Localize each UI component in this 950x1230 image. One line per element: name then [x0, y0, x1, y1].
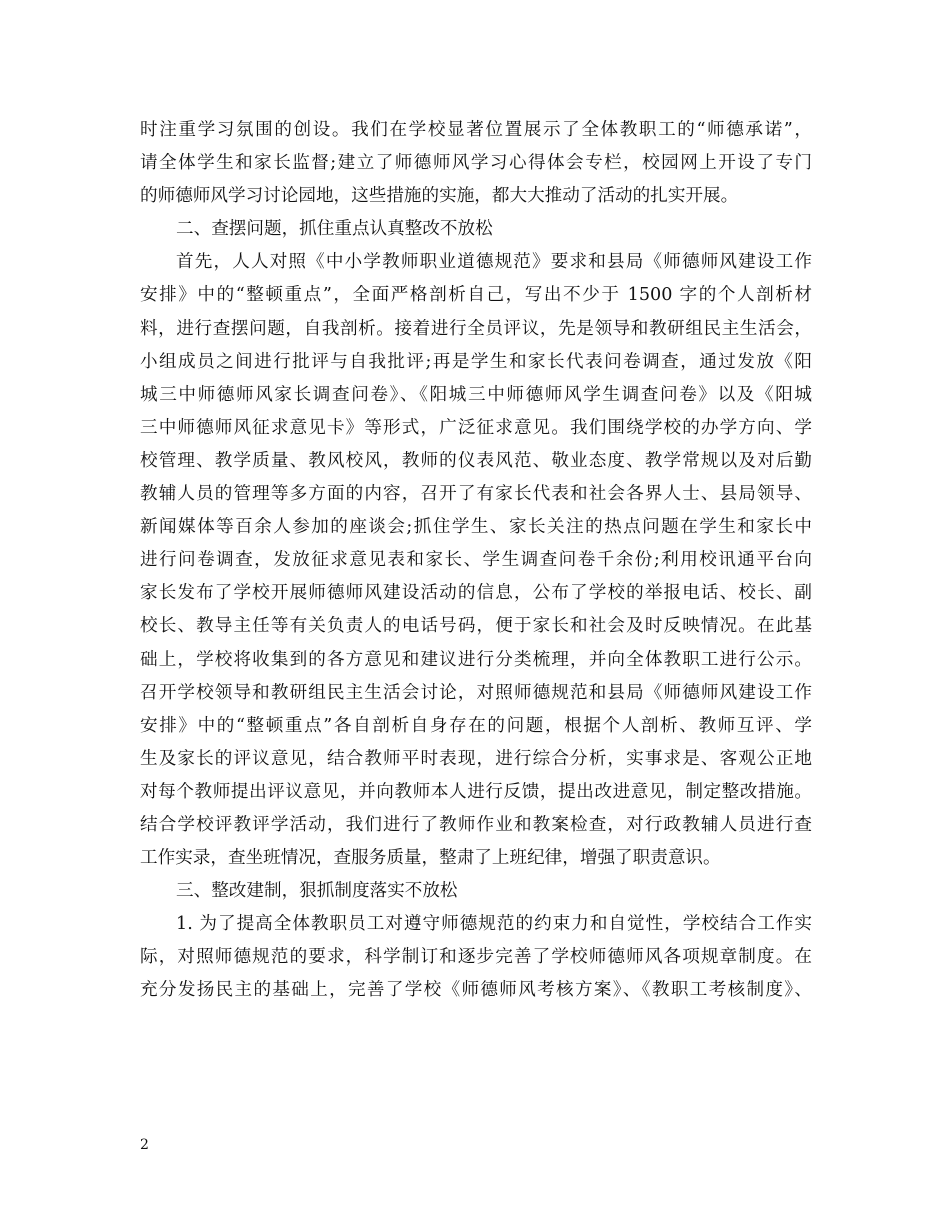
- text-line: 工作实录，查坐班情况，查服务质量，整肃了上班纪律，增强了职责意识。: [140, 848, 721, 869]
- text-line: 城三中师德师风家长调查问卷》、《阳城三中师德师风学生调查问卷》以及《阳城: [140, 384, 812, 405]
- text-line: 的师德师风学习讨论园地，这些措施的实施，都大大推动了活动的扎实开展。: [140, 186, 739, 207]
- text-line: 安排》中的“整顿重点”各自剖析自身存在的问题，根据个人剖析、教师互评、学: [140, 715, 812, 736]
- text-line: 础上，学校将收集到的各方意见和建议进行分类梳理，并向全体教职工进行公示。: [140, 649, 812, 670]
- document-body: [140, 114, 812, 1008]
- text-line: 际，对照师德规范的要求，科学制订和逐步完善了学校师德师风各项规章制度。在: [140, 947, 812, 968]
- text-line: 校长、教导主任等有关负责人的电话号码，便于家长和社会及时反映情况。在此基: [140, 616, 812, 637]
- text-line: 结合学校评教评学活动，我们进行了教师作业和教案检查，对行政教辅人员进行查: [140, 814, 812, 835]
- text-line: 首先，人人对照《中小学教师职业道德规范》要求和县局《师德师风建设工作: [176, 252, 812, 273]
- text-line: 料，进行查摆问题，自我剖析。接着进行全员评议，先是领导和教研组民主生活会，: [140, 318, 812, 339]
- text-line: 1. 为了提高全体教职员工对遵守师德规范的约束力和自觉性，学校结合工作实: [176, 914, 812, 935]
- text-line: 召开学校领导和教研组民主生活会讨论，对照师德规范和县局《师德师风建设工作: [140, 682, 812, 703]
- text-line: 二、查摆问题，抓住重点认真整改不放松: [176, 219, 493, 240]
- text-line: 请全体学生和家长监督;建立了师德师风学习心得体会专栏，校园网上开设了专门: [140, 153, 812, 174]
- text-line: 时注重学习氛围的创设。我们在学校显著位置展示了全体教职工的“师德承诺”，: [140, 120, 812, 140]
- text-line: 安排》中的“整顿重点”，全面严格剖析自己，写出不少于 1500 字的个人剖析材: [140, 285, 812, 306]
- text-line: 家长发布了学校开展师德师风建设活动的信息，公布了学校的举报电话、校长、副: [140, 583, 812, 604]
- text-line: 新闻媒体等百余人参加的座谈会;抓住学生、家长关注的热点问题在学生和家长中: [140, 517, 812, 538]
- text-line: 生及家长的评议意见，结合教师平时表现，进行综合分析，实事求是、客观公正地: [140, 748, 812, 769]
- text-line: 教辅人员的管理等多方面的内容，召开了有家长代表和社会各界人士、县局领导、: [140, 484, 812, 505]
- text-line: 小组成员之间进行批评与自我批评;再是学生和家长代表问卷调查，通过发放《阳: [140, 351, 812, 372]
- text-line: 充分发扬民主的基础上，完善了学校《师德师风考核方案》、《教职工考核制度》、: [140, 980, 812, 1001]
- text-line: 对每个教师提出评议意见，并向教师本人进行反馈，提出改进意见，制定整改措施。: [140, 781, 812, 802]
- text-line: 三、整改建制，狠抓制度落实不放松: [176, 881, 458, 902]
- text-line: 校管理、教学质量、教风校风，教师的仪表风范、敬业态度、教学常规以及对后勤: [140, 450, 812, 471]
- text-line: 进行问卷调查，发放征求意见表和家长、学生调查问卷千余份;利用校讯通平台向: [140, 550, 812, 571]
- text-line: 三中师德师风征求意见卡》等形式，广泛征求意见。我们围绕学校的办学方向、学: [140, 417, 812, 438]
- page-number: 2: [140, 1137, 149, 1153]
